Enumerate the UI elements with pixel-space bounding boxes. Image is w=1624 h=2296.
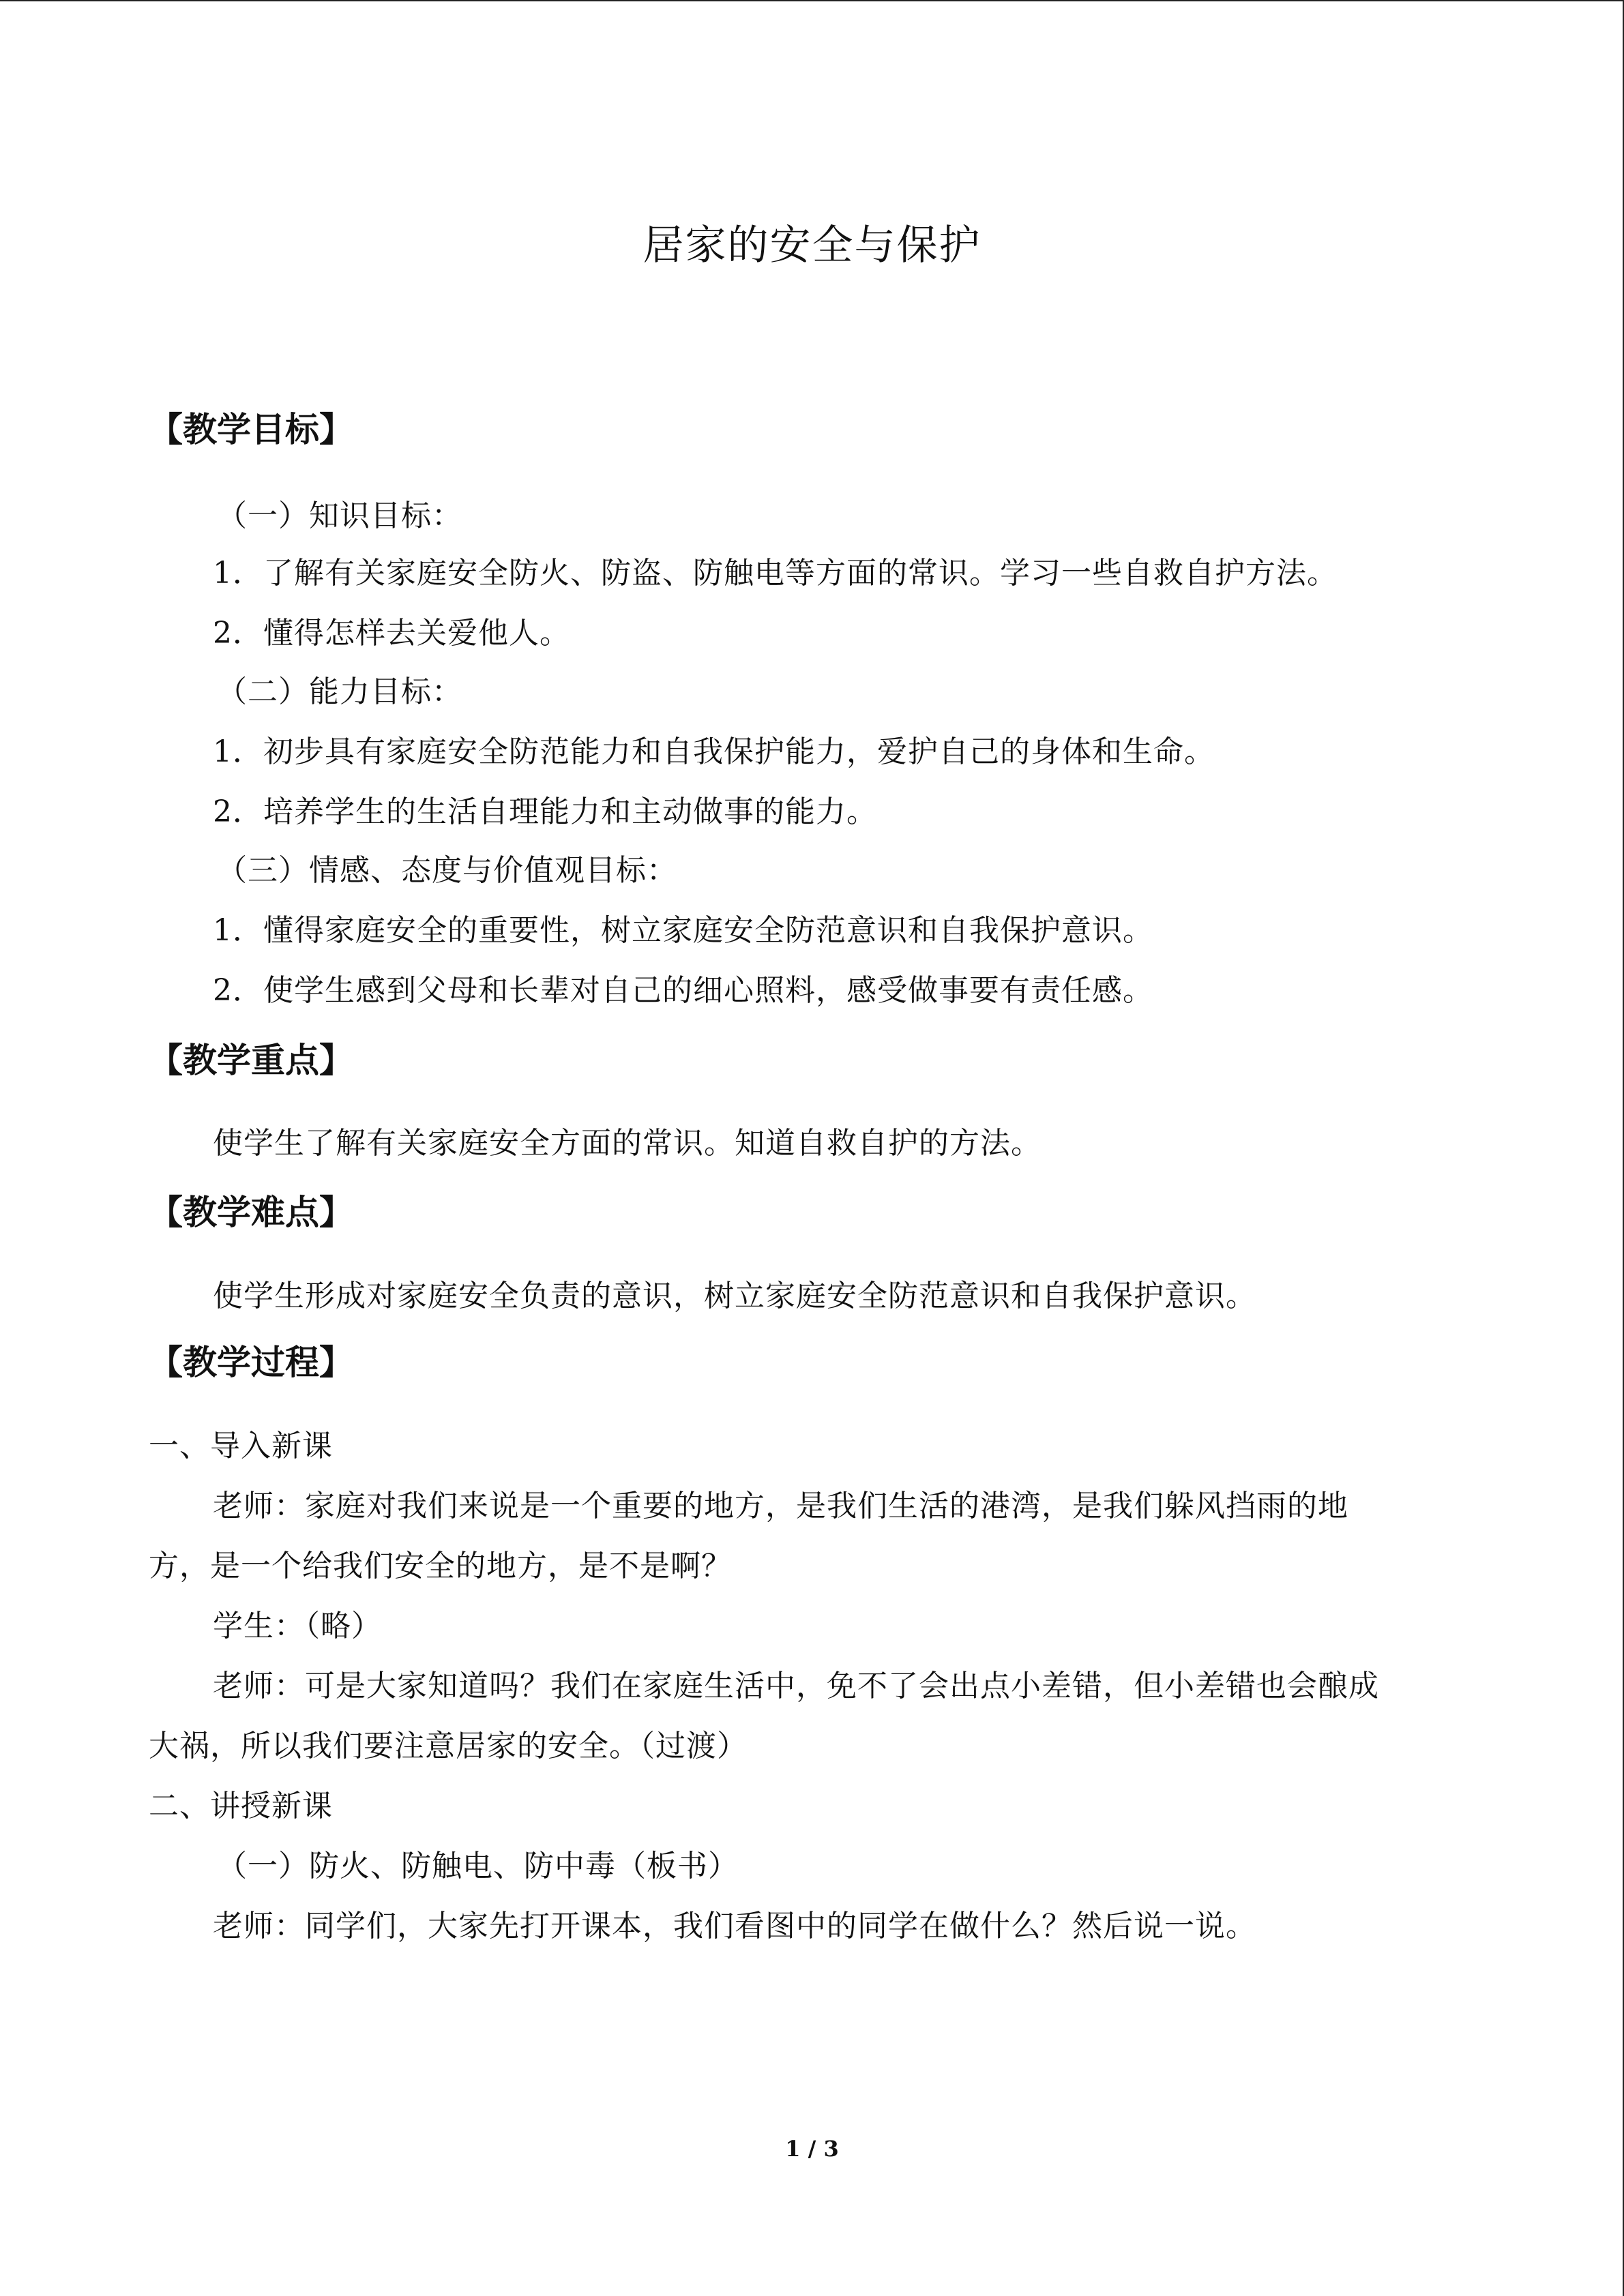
heading-key-points: 【教学重点】	[149, 1041, 353, 1080]
page-indicator: 1 / 3	[785, 2136, 839, 2162]
knowledge-goal-2: 2．懂得怎样去关爱他人。	[213, 616, 570, 651]
emotion-goals-label: （三）情感、态度与价值观目标：	[217, 853, 677, 888]
emotion-goal-2: 2．使学生感到父母和长辈对自己的细心照料，感受做事要有责任感。	[213, 973, 1153, 1008]
student-line-1: 学生：（略）	[213, 1609, 382, 1643]
process-part2-label: 二、讲授新课	[149, 1789, 333, 1823]
heading-difficulties: 【教学难点】	[149, 1193, 353, 1232]
heading-teaching-process: 【教学过程】	[149, 1343, 353, 1382]
process-sub1-label: （一）防火、防触电、防中毒（板书）	[217, 1849, 739, 1883]
process-part1-label: 一、导入新课	[149, 1429, 333, 1463]
ability-goal-1: 1．初步具有家庭安全防范能力和自我保护能力，爱护自己的身体和生命。	[213, 734, 1215, 769]
knowledge-goal-1: 1．了解有关家庭安全防火、防盗、防触电等方面的常识。学习一些自救自护方法。	[213, 556, 1338, 591]
heading-teaching-goals: 【教学目标】	[149, 410, 353, 449]
teacher-line-2a: 老师：可是大家知道吗？我们在家庭生活中，免不了会出点小差错，但小差错也会酿成	[213, 1669, 1379, 1703]
teacher-line-1a: 老师：家庭对我们来说是一个重要的地方，是我们生活的港湾，是我们躲风挡雨的地	[213, 1489, 1348, 1523]
document-title: 居家的安全与保护	[643, 222, 981, 269]
ability-goals-label: （二）能力目标：	[217, 674, 462, 709]
teacher-line-2b: 大祸，所以我们要注意居家的安全。（过渡）	[149, 1729, 748, 1763]
teacher-line-3: 老师：同学们，大家先打开课本，我们看图中的同学在做什么？然后说一说。	[213, 1909, 1256, 1943]
emotion-goal-1: 1．懂得家庭安全的重要性，树立家庭安全防范意识和自我保护意识。	[213, 913, 1153, 948]
knowledge-goals-label: （一）知识目标：	[217, 498, 462, 533]
ability-goal-2: 2．培养学生的生活自理能力和主动做事的能力。	[213, 794, 877, 829]
key-points-text: 使学生了解有关家庭安全方面的常识。知道自救自护的方法。	[213, 1126, 1042, 1161]
teacher-line-1b: 方，是一个给我们安全的地方，是不是啊？	[149, 1549, 732, 1583]
page-border-top	[0, 0, 1624, 1]
difficulties-text: 使学生形成对家庭安全负责的意识，树立家庭安全防范意识和自我保护意识。	[213, 1279, 1256, 1313]
